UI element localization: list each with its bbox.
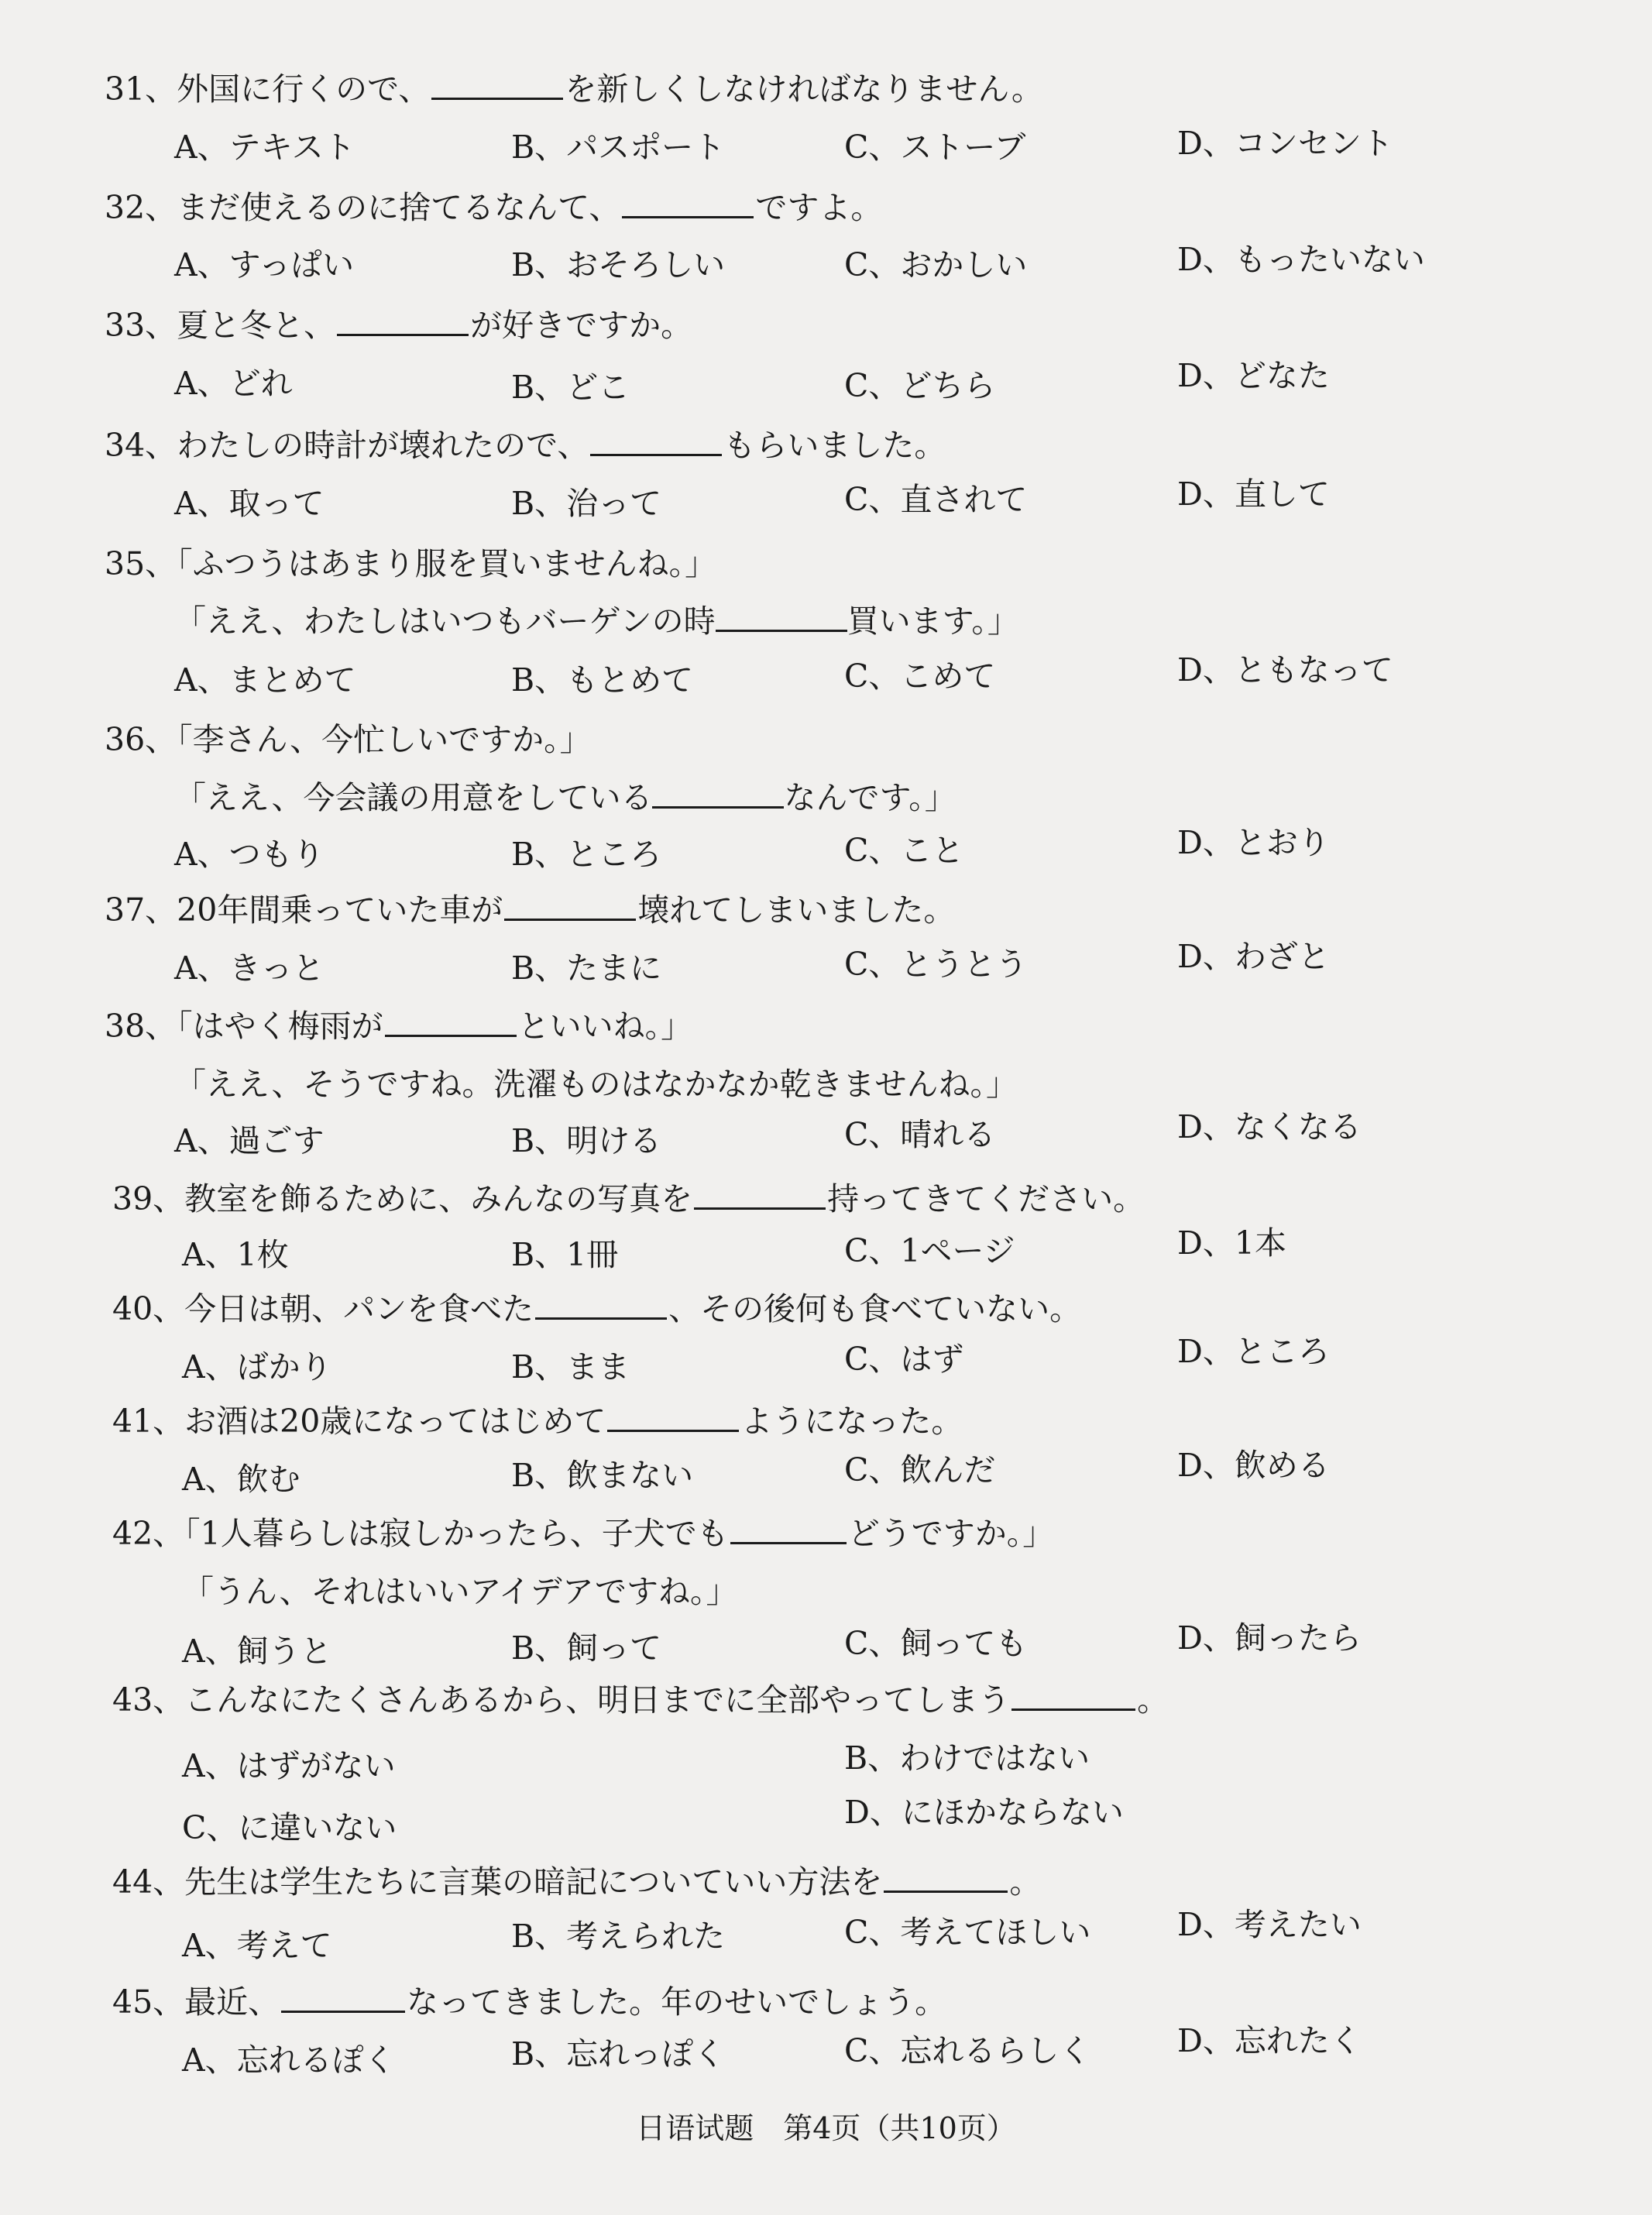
option-c: C、どちら — [844, 367, 996, 404]
answer-blank — [1011, 1681, 1135, 1711]
option-d: D、もったいない — [1177, 241, 1425, 278]
option-b: B、パスポート — [511, 129, 726, 166]
option-b: B、どこ — [511, 369, 630, 406]
question-number: 44、 — [112, 1863, 185, 1901]
option-c: C、考えてほしい — [844, 1914, 1091, 1951]
option-b: B、1冊 — [511, 1236, 619, 1273]
option-a: A、つもり — [174, 836, 325, 873]
answer-blank — [884, 1863, 1008, 1893]
question-35-line1 — [105, 541, 716, 587]
question-number: 37、 — [105, 891, 177, 929]
question-text-before: 最近、 — [184, 1983, 280, 2021]
question-text-before: 今日は朝、パンを食べた — [184, 1290, 534, 1327]
answer-blank — [716, 602, 847, 632]
option-d: D、にほかならない — [844, 1794, 1124, 1831]
option-b: B、ところ — [511, 836, 662, 873]
answer-blank — [281, 1983, 405, 2013]
option-a: A、過ごす — [174, 1122, 325, 1159]
question-text-after: といいね。」 — [517, 1008, 693, 1045]
question-number: 36、 — [105, 721, 177, 758]
question-number: 31、 — [105, 70, 177, 108]
option-c: C、忘れるらしく — [844, 2032, 1091, 2069]
option-a: A、取って — [174, 485, 325, 522]
question-text-after: なんです。」 — [784, 779, 957, 816]
option-d: D、忘れたく — [1177, 2022, 1362, 2059]
option-b: B、飼って — [511, 1629, 662, 1667]
option-d: D、考えたい — [1177, 1906, 1362, 1943]
option-d: D、わざと — [1177, 938, 1330, 975]
question-text-line1: 「ふつうはあまり服を買いませんね。」 — [177, 545, 717, 582]
question-text-after: 買います。」 — [847, 603, 1019, 640]
option-a: A、すっぱい — [174, 246, 355, 283]
option-d: D、とおり — [1177, 824, 1330, 861]
answer-blank — [337, 306, 469, 336]
question-45-stem — [112, 1979, 946, 2025]
answer-blank — [694, 1180, 826, 1210]
question-number: 39、 — [112, 1180, 185, 1217]
option-b: B、おそろしい — [511, 246, 726, 283]
question-35-line2 — [174, 598, 1019, 644]
question-text-after: もらいました。 — [723, 427, 946, 464]
question-text-before: 夏と冬と、 — [177, 307, 336, 344]
question-text-before: 「ええ、今会議の用意をしている — [174, 779, 653, 816]
answer-blank — [590, 426, 722, 456]
question-text-after: なってきました。年のせいでしょう。 — [407, 1983, 947, 2021]
option-c: C、直されて — [844, 481, 1028, 518]
option-b: B、忘れっぽく — [511, 2035, 726, 2072]
option-a: A、忘れるぽく — [182, 2042, 396, 2079]
question-text-after: 壊れてしまいました。 — [637, 891, 956, 929]
option-b: B、治って — [511, 485, 662, 522]
question-number: 34、 — [105, 427, 177, 464]
option-d: D、飲める — [1177, 1447, 1330, 1484]
option-a: A、どれ — [174, 365, 293, 402]
option-d: D、どなた — [1177, 357, 1330, 394]
option-a: A、はずがない — [182, 1747, 396, 1784]
option-c: C、晴れる — [844, 1116, 996, 1153]
option-b: B、わけではない — [844, 1739, 1090, 1777]
question-text-after: ようになった。 — [740, 1403, 963, 1440]
option-a: A、飲む — [182, 1461, 301, 1498]
question-32-stem — [105, 184, 882, 231]
option-c: C、1ページ — [844, 1232, 1015, 1269]
option-c: C、とうとう — [844, 946, 1028, 983]
question-36-line1 — [105, 716, 592, 763]
option-b: B、まま — [511, 1348, 630, 1386]
question-text-before: 教室を飾るために、みんなの写真を — [184, 1180, 693, 1217]
question-40-stem — [112, 1286, 1081, 1332]
question-text-after: 。 — [1137, 1681, 1169, 1719]
question-number: 42、 — [112, 1515, 185, 1552]
option-a: A、テキスト — [174, 129, 355, 166]
question-41-stem — [112, 1398, 963, 1444]
question-number: 35、 — [105, 545, 177, 582]
question-43-stem — [112, 1677, 1169, 1723]
option-a: A、まとめて — [174, 661, 356, 699]
option-d: D、コンセント — [1177, 125, 1393, 162]
answer-blank — [504, 891, 636, 921]
question-38-line2 — [174, 1061, 1018, 1108]
option-c: C、こと — [844, 832, 964, 869]
answer-blank — [535, 1290, 667, 1320]
answer-blank — [730, 1514, 847, 1544]
option-a: A、1枚 — [182, 1236, 289, 1273]
answer-blank — [385, 1007, 517, 1037]
question-text-line3: 「ええ、そうですね。洗濯ものはなかなか乾きませんね。」 — [174, 1066, 1018, 1103]
question-number: 40、 — [112, 1290, 185, 1327]
option-c: C、こめて — [844, 658, 996, 695]
option-d: D、なくなる — [1177, 1108, 1362, 1145]
question-33-stem — [105, 302, 692, 349]
question-text-after: 持ってきてください。 — [827, 1180, 1145, 1217]
question-39-stem — [112, 1176, 1145, 1222]
question-38-line1 — [105, 1003, 692, 1049]
question-31-stem — [105, 66, 1043, 112]
question-number: 33、 — [105, 307, 177, 344]
option-b: B、たまに — [511, 950, 662, 987]
option-d: D、飼ったら — [1177, 1619, 1362, 1657]
question-text-before: お酒は20歳になってはじめて — [184, 1403, 606, 1440]
question-number: 32、 — [105, 189, 177, 226]
option-a: A、きっと — [174, 950, 325, 987]
question-number: 45、 — [112, 1983, 185, 2021]
option-a: A、考えて — [182, 1927, 332, 1964]
question-text-after: を新しくしなければなりません。 — [565, 70, 1043, 108]
option-b: B、飲まない — [511, 1457, 694, 1494]
answer-blank — [652, 778, 784, 809]
question-number: 38、 — [105, 1008, 177, 1045]
option-b: B、もとめて — [511, 661, 694, 699]
question-text-before: 「はやく梅雨が — [177, 1008, 383, 1045]
question-37-stem — [105, 887, 955, 933]
question-text-before: 「ええ、わたしはいつもバーゲンの時 — [174, 603, 716, 640]
question-text-before: 先生は学生たちに言葉の暗記についていい方法を — [184, 1863, 883, 1901]
question-text-after: が好きですか。 — [470, 307, 693, 344]
question-text-after: ですよ。 — [755, 189, 883, 226]
question-42-line2 — [182, 1568, 738, 1615]
option-c: C、はず — [844, 1341, 964, 1378]
question-number: 43、 — [112, 1681, 185, 1719]
question-text-line1: 「李さん、今忙しいですか。」 — [177, 721, 592, 758]
question-text-before: まだ使えるのに捨てるなんて、 — [177, 189, 621, 226]
option-a: A、ばかり — [182, 1348, 332, 1386]
question-text-before: わたしの時計が壊れたので、 — [177, 427, 589, 464]
page-footer: 日语试题 第4页（共10页） — [636, 2111, 1016, 2145]
answer-blank — [431, 70, 563, 100]
question-44-stem — [112, 1859, 1041, 1905]
question-text-after: どうですか。」 — [847, 1515, 1055, 1552]
question-text-after: 。 — [1009, 1863, 1042, 1901]
option-c: C、おかしい — [844, 246, 1028, 283]
option-c: C、飼っても — [844, 1625, 1028, 1662]
option-d: D、直して — [1177, 476, 1330, 513]
question-34-stem — [105, 422, 946, 469]
option-c: C、に違いない — [182, 1809, 397, 1846]
question-text-line3: 「うん、それはいいアイデアですね。」 — [182, 1573, 738, 1610]
option-d: D、ともなって — [1177, 651, 1393, 689]
option-d: D、ところ — [1177, 1333, 1330, 1370]
question-36-line2 — [174, 774, 957, 821]
option-c: C、飲んだ — [844, 1451, 996, 1489]
option-b: B、明ける — [511, 1122, 662, 1159]
option-a: A、飼うと — [182, 1633, 332, 1670]
answer-blank — [622, 188, 754, 218]
option-c: C、ストーブ — [844, 129, 1026, 166]
question-text-before: 外国に行くので、 — [177, 70, 431, 108]
question-42-line1 — [112, 1510, 1054, 1557]
question-number: 41、 — [112, 1403, 185, 1440]
question-text-before: 20年間乗っていた車が — [177, 891, 503, 929]
option-b: B、考えられた — [511, 1918, 726, 1955]
question-text-before: こんなにたくさんあるから、明日までに全部やってしまう — [184, 1681, 1011, 1719]
question-text-before: 「1人暮らしは寂しかったら、子犬でも — [184, 1515, 729, 1552]
option-d: D、1本 — [1177, 1224, 1286, 1262]
answer-blank — [607, 1402, 739, 1432]
question-text-after: 、その後何も食べていない。 — [668, 1290, 1082, 1327]
